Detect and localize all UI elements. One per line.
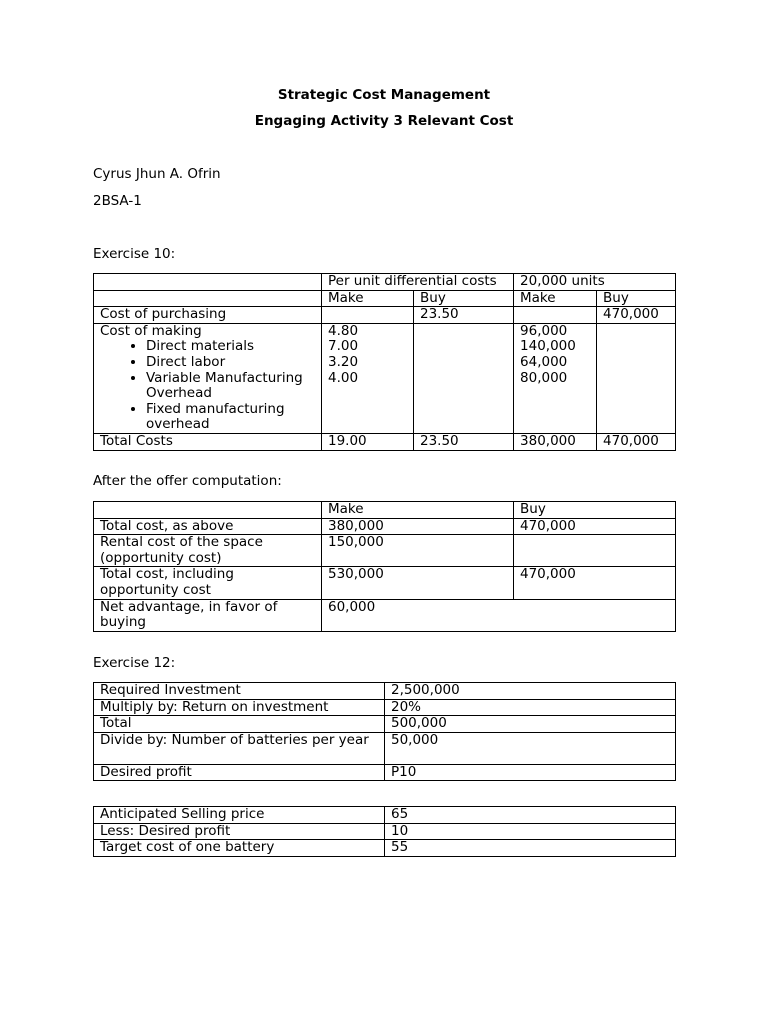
cell-value: 500,000 xyxy=(385,716,676,733)
cell-value: 470,000 xyxy=(597,433,676,450)
exercise-12-table xyxy=(93,682,676,781)
cell-value: 19.00 xyxy=(322,433,414,450)
table-row xyxy=(94,535,676,567)
table-cell xyxy=(597,323,676,433)
cell-value: 55 xyxy=(385,840,676,857)
row-label xyxy=(94,323,322,433)
cell-value: 470,000 xyxy=(597,307,676,324)
document-title: Strategic Cost Management xyxy=(277,87,491,103)
sub-header-unit-make: Make xyxy=(322,290,414,307)
exercise-10-heading: Exercise 10: xyxy=(93,246,176,262)
table-cell xyxy=(94,502,322,519)
cell-value: 50,000 xyxy=(385,732,676,764)
table-row xyxy=(94,764,676,781)
header-make: Make xyxy=(322,502,514,519)
row-label: Rental cost of the space (opportunity cost) xyxy=(94,535,322,567)
cell-value: 10 xyxy=(385,823,676,840)
header-buy: Buy xyxy=(514,502,676,519)
table-row xyxy=(94,683,676,700)
making-items-list xyxy=(100,339,315,433)
row-label: Divide by: Number of batteries per year xyxy=(94,732,385,764)
cell-value xyxy=(514,535,676,567)
exercise-12-heading: Exercise 12: xyxy=(93,655,176,671)
sub-header-total-buy: Buy xyxy=(597,290,676,307)
cell-value: 2,500,000 xyxy=(385,683,676,700)
table-row xyxy=(94,699,676,716)
table-row xyxy=(94,807,676,824)
table-row xyxy=(94,823,676,840)
table-cell xyxy=(514,307,597,324)
cell-value: P10 xyxy=(385,764,676,781)
cell-value: 470,000 xyxy=(514,518,676,535)
offer-heading: After the offer computation: xyxy=(93,473,282,489)
sub-header-total-make: Make xyxy=(514,290,597,307)
table-row xyxy=(94,502,676,519)
cell-value: 20% xyxy=(385,699,676,716)
list-item: • Direct labor xyxy=(146,355,315,371)
target-cost-table xyxy=(93,806,676,857)
unit-make-values xyxy=(322,323,414,433)
table-row xyxy=(94,732,676,764)
table-row xyxy=(94,716,676,733)
table-cell xyxy=(94,274,322,291)
cell-value: 380,000 xyxy=(514,433,597,450)
table-row xyxy=(94,274,676,291)
document-subtitle: Engaging Activity 3 Relevant Cost xyxy=(254,113,514,129)
list-item: • Variable Manufacturing Overhead xyxy=(146,371,315,402)
row-label: Less: Desired profit xyxy=(94,823,385,840)
group-header-total-units: 20,000 units xyxy=(514,274,676,291)
group-header-per-unit: Per unit differential costs xyxy=(322,274,514,291)
student-section: 2BSA-1 xyxy=(93,193,142,209)
row-label: Total Costs xyxy=(94,433,322,450)
student-name: Cyrus Jhun A. Ofrin xyxy=(93,166,221,182)
table-row xyxy=(94,323,676,433)
table-row xyxy=(94,599,676,631)
offer-table xyxy=(93,501,676,632)
table-cell xyxy=(414,323,514,433)
cell-value: 150,000 xyxy=(322,535,514,567)
cell-value: 4.80 xyxy=(328,322,359,339)
cell-value: 80,000 xyxy=(520,369,568,386)
sub-header-unit-buy: Buy xyxy=(414,290,514,307)
cell-value: 7.00 xyxy=(328,338,359,355)
list-item: • Fixed manufacturing overhead xyxy=(146,402,315,433)
row-label: Target cost of one battery xyxy=(94,840,385,857)
row-label: Total cost, as above xyxy=(94,518,322,535)
cell-value: 380,000 xyxy=(322,518,514,535)
table-row xyxy=(94,307,676,324)
row-label: Required Investment xyxy=(94,683,385,700)
table-cell xyxy=(94,290,322,307)
row-label: Cost of purchasing xyxy=(94,307,322,324)
cell-value: 140,000 xyxy=(520,338,576,355)
cell-value: 470,000 xyxy=(514,567,676,599)
cell-value: 23.50 xyxy=(414,307,514,324)
cost-of-making-label: Cost of making xyxy=(100,322,202,339)
cell-value: 65 xyxy=(385,807,676,824)
total-make-values xyxy=(514,323,597,433)
table-row xyxy=(94,567,676,599)
table-row xyxy=(94,840,676,857)
row-label: Multiply by: Return on investment xyxy=(94,699,385,716)
cell-value: 64,000 xyxy=(520,353,568,370)
row-label: Total xyxy=(94,716,385,733)
cell-value: 23.50 xyxy=(414,433,514,450)
row-label: Desired profit xyxy=(94,764,385,781)
cell-value: 530,000 xyxy=(322,567,514,599)
net-advantage-value: 60,000 xyxy=(322,599,676,631)
row-label: Anticipated Selling price xyxy=(94,807,385,824)
table-cell xyxy=(322,307,414,324)
cell-value: 96,000 xyxy=(520,322,568,339)
table-row xyxy=(94,518,676,535)
cell-value: 3.20 xyxy=(328,353,359,370)
list-item: • Direct materials xyxy=(146,339,315,355)
row-label: Net advantage, in favor of buying xyxy=(94,599,322,631)
exercise-10-table xyxy=(93,273,676,451)
table-row xyxy=(94,433,676,450)
row-label: Total cost, including opportunity cost xyxy=(94,567,322,599)
table-row xyxy=(94,290,676,307)
cell-value: 4.00 xyxy=(328,369,359,386)
